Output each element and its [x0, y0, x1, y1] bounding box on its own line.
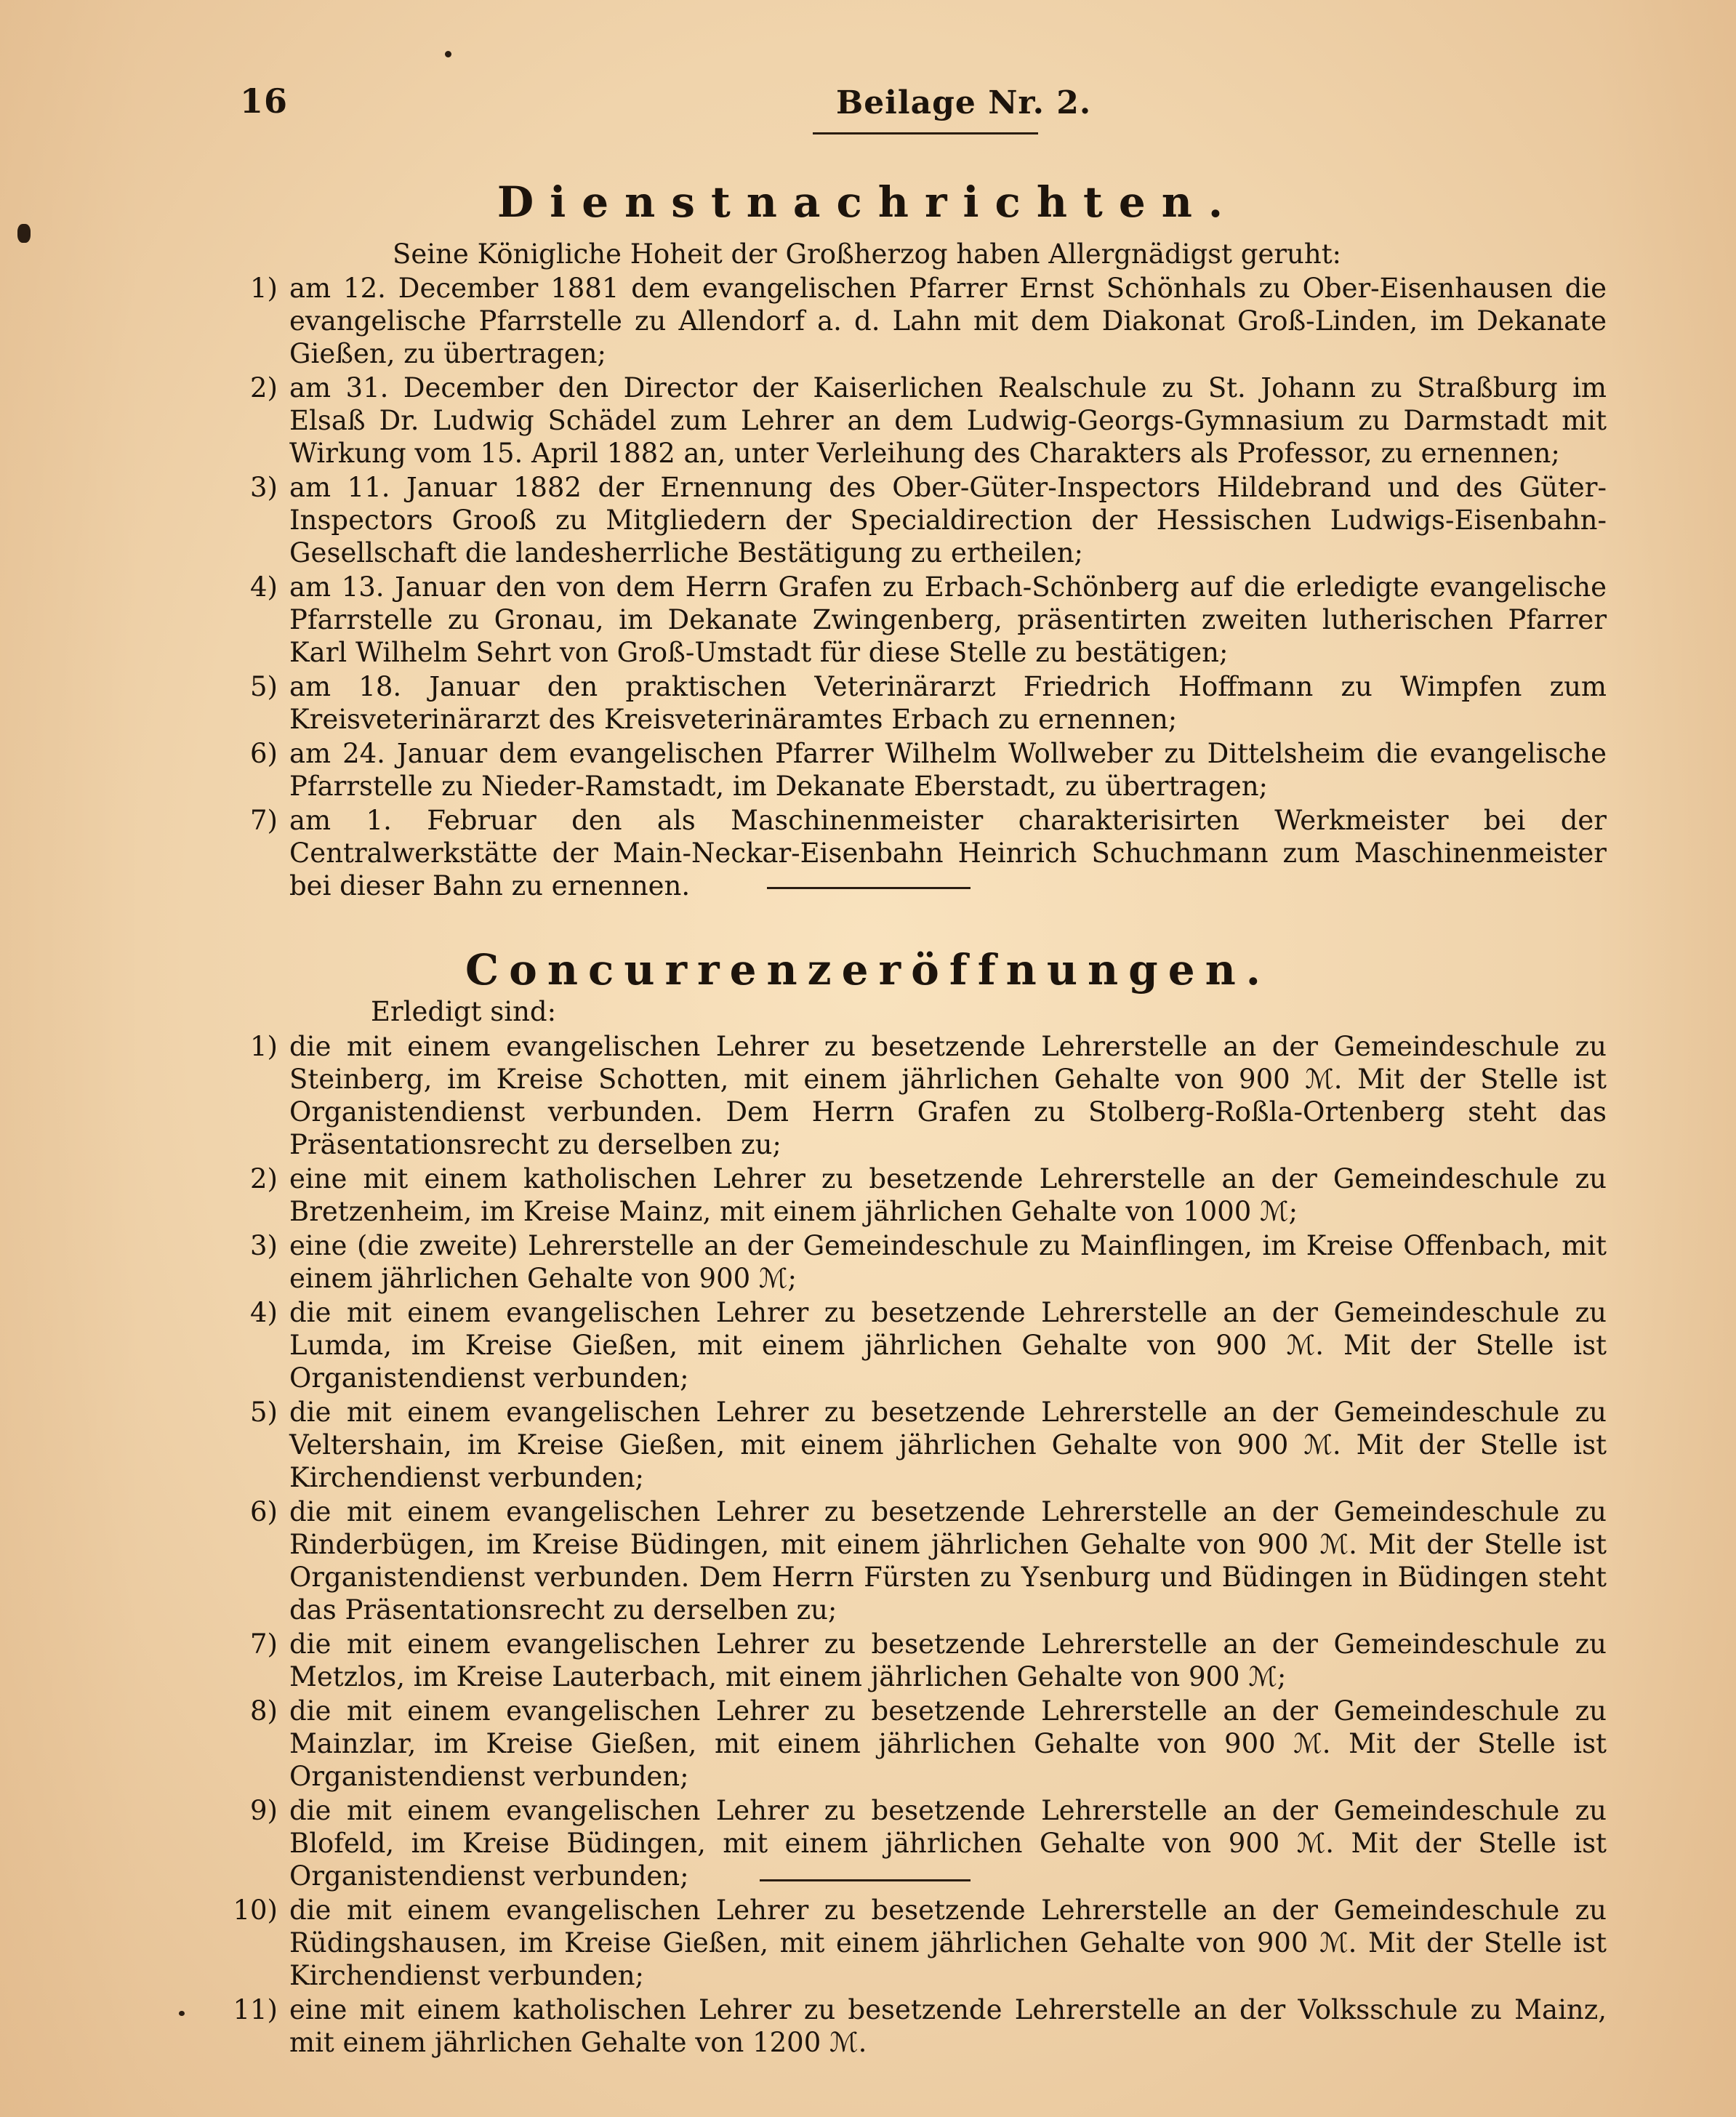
list-item: [218, 1794, 1607, 1892]
list-item: [218, 1993, 1607, 2059]
item-text: am 24. Januar dem evangelischen Pfarrer Wilhelm Wollweber zu Dittelsheim die evangelische Pfarrstelle zu Nieder-Ramstadt, im Dekanate Eberstadt, zu übertragen;: [289, 738, 1607, 802]
list-item: [218, 571, 1607, 669]
list-item: [218, 1229, 1607, 1295]
list-item: [218, 670, 1607, 736]
concurrenzeroeffnungen-list: [218, 1030, 1607, 2060]
item-text: die mit einem evangelischen Lehrer zu besetzende Lehrerstelle an der Gemeindeschule zu Veltershain, im Kreise Gießen, mit einem jährlichen Gehalte von 900 ℳ. Mit der Stelle ist Kirchendienst verbunden;: [289, 1397, 1607, 1493]
list-item: [218, 1695, 1607, 1793]
item-text: die mit einem evangelischen Lehrer zu besetzende Lehrerstelle an der Gemeindeschule zu Rinderbügen, im Kreise Büdingen, mit einem jährlichen Gehalte von 900 ℳ. Mit der Stelle ist Organistendienst verbunden. Dem Herrn Fürsten zu Ysenburg und Büdingen in Büdingen steht das Präsentationsrecht zu derselben zu;: [289, 1496, 1607, 1626]
page-number: 16: [240, 81, 289, 121]
list-item: [218, 471, 1607, 569]
item-text: am 31. December den Director der Kaiserlichen Realschule zu St. Johann zu Straßburg im Elsaß Dr. Ludwig Schädel zum Lehrer an dem Ludwig-Georgs-Gymnasium zu Darmstadt mit Wirkung vom 15. April 1882 an, unter Verleihung des Charakters als Professor, zu ernennen;: [289, 372, 1607, 469]
list-item: [218, 1162, 1607, 1228]
item-number: 7): [250, 805, 278, 836]
item-number: 5): [250, 1397, 278, 1428]
header-title: Beilage Nr. 2.: [836, 84, 1092, 121]
section-title-dienstnachrichten: Dienstnachrichten.: [497, 177, 1239, 227]
item-number: 4): [250, 571, 278, 603]
item-number: 9): [250, 1795, 278, 1826]
list-item: [218, 371, 1607, 470]
item-text: am 1. Februar den als Maschinenmeister charakterisirten Werkmeister bei der Centralwerkstätte der Main-Neckar-Eisenbahn Heinrich Schuchmann zum Maschinenmeister bei dieser Bahn zu ernennen.: [289, 805, 1607, 901]
item-number: 5): [250, 671, 278, 702]
item-number: 3): [250, 1230, 278, 1261]
item-number: 11): [233, 1994, 278, 2025]
item-number: 7): [250, 1628, 278, 1660]
item-text: am 13. Januar den von dem Herrn Grafen zu Erbach-Schönberg auf die erledigte evangelische Pfarrstelle zu Gronau, im Dekanate Zwingenberg, präsentirten zweiten lutherischen Pfarrer Karl Wilhelm Sehrt von Groß-Umstadt für diese Stelle zu bestätigen;: [289, 571, 1607, 668]
list-item: [218, 1396, 1607, 1494]
section-title-concurrenzeroeffnungen: Concurrenzeröffnungen.: [465, 945, 1271, 995]
list-item: [218, 272, 1607, 370]
item-text: die mit einem evangelischen Lehrer zu besetzende Lehrerstelle an der Gemeindeschule zu Rüdingshausen, im Kreise Gießen, mit einem jährlichen Gehalte von 900 ℳ. Mit der Stelle ist Kirchendienst verbunden;: [289, 1895, 1607, 1991]
list-item: [218, 1628, 1607, 1693]
list-item: [218, 1894, 1607, 1992]
item-text: die mit einem evangelischen Lehrer zu besetzende Lehrerstelle an der Gemeindeschule zu Mainzlar, im Kreise Gießen, mit einem jährlichen Gehalte von 900 ℳ. Mit der Stelle ist Organistendienst verbunden;: [289, 1695, 1607, 1792]
item-number: 8): [250, 1695, 278, 1727]
ink-speck: [179, 2011, 185, 2016]
intro-concurrenzeroeffnungen: Erledigt sind:: [371, 996, 557, 1027]
item-number: 4): [250, 1297, 278, 1328]
item-number: 2): [250, 372, 278, 403]
item-text: die mit einem evangelischen Lehrer zu besetzende Lehrerstelle an der Gemeindeschule zu Metzlos, im Kreise Lauterbach, mit einem jährlichen Gehalte von 900 ℳ;: [289, 1628, 1607, 1692]
list-item: [218, 1030, 1607, 1161]
item-text: am 12. December 1881 dem evangelischen Pfarrer Ernst Schönhals zu Ober-Eisenhausen die evangelische Pfarrstelle zu Allendorf a. d. Lahn mit dem Diakonat Groß-Linden, im Dekanate Gießen, zu übertragen;: [289, 273, 1607, 369]
item-number: 6): [250, 1496, 278, 1527]
dienstnachrichten-list: [218, 272, 1607, 904]
item-text: eine mit einem katholischen Lehrer zu besetzende Lehrerstelle an der Gemeindeschule zu Bretzenheim, im Kreise Mainz, mit einem jährlichen Gehalte von 1000 ℳ;: [289, 1163, 1607, 1227]
list-item: [218, 1495, 1607, 1626]
item-number: 2): [250, 1163, 278, 1194]
item-number: 1): [250, 273, 278, 304]
item-text: eine (die zweite) Lehrerstelle an der Gemeindeschule zu Mainflingen, im Kreise Offenbach, mit einem jährlichen Gehalte von 900 ℳ;: [289, 1230, 1607, 1294]
item-number: 6): [250, 738, 278, 769]
item-text: die mit einem evangelischen Lehrer zu besetzende Lehrerstelle an der Gemeindeschule zu Steinberg, im Kreise Schotten, mit einem jährlichen Gehalte von 900 ℳ. Mit der Stelle ist Organistendienst verbunden. Dem Herrn Grafen zu Stolberg-Roßla-Ortenberg steht das Präsentationsrecht zu derselben zu;: [289, 1031, 1607, 1160]
item-number: 10): [233, 1895, 278, 1926]
item-text: am 18. Januar den praktischen Veterinärarzt Friedrich Hoffmann zu Wimpfen zum Kreisveterinärarzt des Kreisveterinäramtes Erbach zu ernennen;: [289, 671, 1607, 735]
item-text: am 11. Januar 1882 der Ernennung des Ober-Güter-Inspectors Hildebrand und des Güter-Inspectors Grooß zu Mitgliedern der Specialdirection der Hessischen Ludwigs-Eisenbahn-Gesellschaft die landesherrliche Bestätigung zu ertheilen;: [289, 472, 1607, 569]
item-text: die mit einem evangelischen Lehrer zu besetzende Lehrerstelle an der Gemeindeschule zu Blofeld, im Kreise Büdingen, mit einem jährlichen Gehalte von 900 ℳ. Mit der Stelle ist Organistendienst verbunden;: [289, 1795, 1607, 1892]
ink-speck: [445, 51, 451, 57]
item-text: die mit einem evangelischen Lehrer zu besetzende Lehrerstelle an der Gemeindeschule zu Lumda, im Kreise Gießen, mit einem jährlichen Gehalte von 900 ℳ. Mit der Stelle ist Organistendienst verbunden;: [289, 1297, 1607, 1394]
section-divider: [760, 1879, 971, 1881]
intro-dienstnachrichten: Seine Königliche Hoheit der Großherzog haben Allergnädigst geruht:: [393, 238, 1342, 270]
list-item: [218, 737, 1607, 803]
list-item: [218, 1296, 1607, 1394]
ink-mark: [17, 224, 31, 243]
section-divider: [767, 887, 971, 889]
item-text: eine mit einem katholischen Lehrer zu besetzende Lehrerstelle an der Volksschule zu Mainz, mit einem jährlichen Gehalte von 1200 ℳ.: [289, 1994, 1607, 2058]
item-number: 1): [250, 1031, 278, 1062]
item-number: 3): [250, 472, 278, 503]
header-rule: [813, 132, 1038, 134]
